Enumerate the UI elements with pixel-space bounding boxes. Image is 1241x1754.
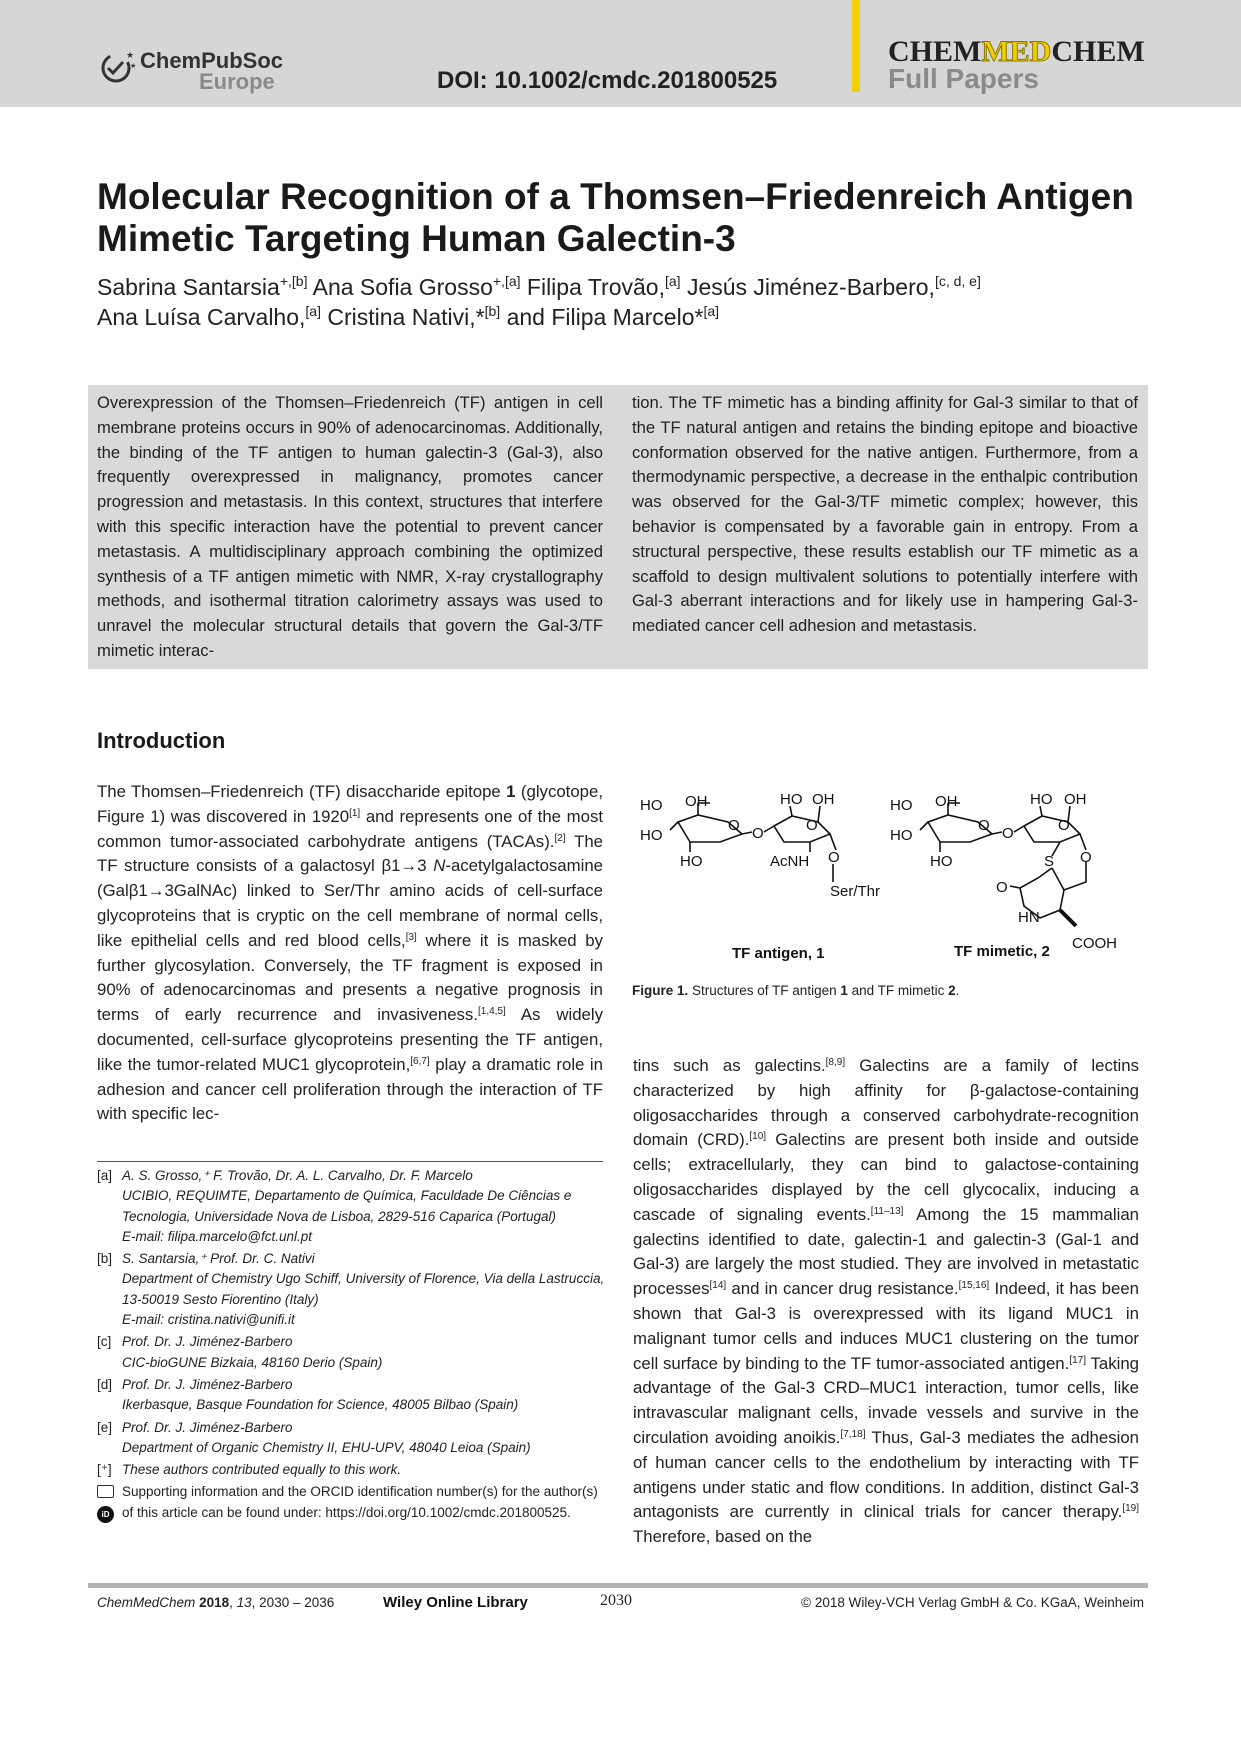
footnote-divider <box>97 1161 603 1162</box>
copyright: © 2018 Wiley-VCH Verlag GmbH & Co. KGaA, Weinheim <box>801 1595 1144 1610</box>
citation[interactable]: [11–13] <box>870 1205 904 1217</box>
footnote-equal-contribution: [⁺] These authors contributed equally to this work. <box>97 1462 402 1478</box>
intro-paragraph-left: The Thomsen–Friedenreich (TF) disaccharide epitope 1 (glycotope, Figure 1) was discovered in 1920[1] and represents one of the most common tumor-associated carbohydrate antigens (TACAs).[2] The TF structure consists of a galactosyl β1→3 N-acetylgalactosamine (Galβ1→3GalNAc) linked to Ser/Thr amino acids of cell-surface glycoproteins that is cryptic on the cell membrane of normal cells, like epithelial cells and red blood cells,[3] where it is masked by further glycosylation. Conversely, the TF fragment is exposed in 90% of adenocarcinomas and presents a negative prognosis in terms of early recurrence and invasiveness.[1,4,5] As widely documented, cell-surface glycoproteins presenting the TF antigen, like the tumor-related MUC1 glycoprotein,[6,7] play a dramatic role in adhesion and cancer cell proliferation through the interaction of TF with specific lec- <box>97 782 604 1124</box>
citation[interactable]: [14] <box>709 1280 727 1292</box>
atom-label: HN <box>1018 909 1040 926</box>
abstract-box <box>88 385 1148 669</box>
supporting-info-text[interactable]: Supporting information and the ORCID identification number(s) for the author(s) of this article can be found under: https://doi.org/10.1002/cmdc.201800525. <box>122 1484 598 1520</box>
atom-label: O <box>978 817 990 834</box>
atom-label: OH <box>812 791 835 808</box>
footnote-b: [b] S. Santarsia,⁺ Prof. Dr. C. Nativi Department of Chemistry Ugo Schiff, University of Florence, Via della Lastruccia, 13-50019 Sesto Fiorentino (Italy) E-mail: cristina.nativi@unifi.it <box>97 1249 607 1330</box>
atom-label: S <box>1044 853 1055 870</box>
atom-label: O <box>828 849 840 866</box>
citation[interactable]: [1] <box>349 807 361 819</box>
atom-label: AcNH <box>770 853 810 870</box>
citation[interactable]: [1,4,5] <box>478 1006 506 1018</box>
atom-label: COOH <box>1072 935 1117 952</box>
abstract-column-right: tion. The TF mimetic has a binding affinity for Gal-3 similar to that of the TF natural antigen and retains the binding epitope and bioactive conformation observed for the native antigen. Furthermore, from a thermodynamic perspective, a decrease in the enthalpic contribution was observed for the Gal-3/TF mimetic complex; however, this behavior is compensated by a favorable gain in entropy. From a structural perspective, these results establish our TF mimetic as a scaffold to design multivalent solutions to potentially interfere with Gal-3 aberrant interactions and for likely use in hampering Gal-3-mediated cancer cell adhesion and metastasis. <box>632 393 1138 636</box>
structure-label-2: TF mimetic, 2 <box>954 943 1050 960</box>
journal-name-part-c: CHEM <box>1051 35 1145 68</box>
citation[interactable]: [6,7] <box>410 1055 430 1067</box>
atom-label: HO <box>890 797 913 814</box>
figure-1-structures <box>640 770 1140 970</box>
author: Filipa Trovão,[a] <box>526 273 681 300</box>
atom-label: O <box>728 817 740 834</box>
citation[interactable]: [2] <box>554 832 566 844</box>
atom-label: Ser/Thr <box>830 883 881 900</box>
svg-text:★: ★ <box>126 50 135 60</box>
journal-name-part-a: CHEM <box>888 35 982 68</box>
author: Cristina Nativi,*[b] <box>327 303 501 330</box>
abstract-column-left: Overexpression of the Thomsen–Friedenreich (TF) antigen in cell membrane proteins occurs in 90% of adenocarcinomas. Additionally, the binding of the TF antigen to human galectin-3 (Gal-3), also frequently overexpressed in malignancy, promotes cancer progression and metastasis. In this context, structures that interfere with this specific interaction have the potential to prevent cancer metastasis. A multidisciplinary approach combining the optimized synthesis of a TF antigen mimetic with NMR, X-ray crystallography methods, and isothermal titration calorimetry assays was used to unravel the molecular structural details that govern the Gal-3/TF mimetic interac- <box>97 393 603 660</box>
accent-bar <box>852 0 860 92</box>
atom-label: HO <box>640 797 663 814</box>
email-link[interactable]: E-mail: filipa.marcelo@fct.unl.pt <box>122 1228 313 1244</box>
intro-paragraph-right: tins such as galectins.[8,9] Galectins are a family of lectins characterized by high affinity for β-galactose-containing oligosaccharides through a conserved carbohydrate-recognition domain (CRD).[10] Galectins are present both inside and outside cells; extracellularly, they can bind to galactose-containing oligosaccharides displayed by the cell glycocalix, inducing a cascade of signaling events.[11–13] Among the 15 mammalian galectins identified to date, galectin-1 and galectin-3 (Gal-1 and Gal-3) are largely the most studied. They are involved in metastatic processes[14] and in cancer drug resistance.[15,16] Indeed, it has been shown that Gal-3 is overexpressed with its ligand MUC1 in malignant tumor cells and induces MUC1 clustering on the tumor cell surface by binding to the TF tumor-associated antigen.[17] Taking advantage of the Gal-3 CRD–MUC1 interaction, tumor cells, like intravascular malignant cells, invade vessels and survive in the circulation avoiding anoikis.[7,18] Thus, Gal-3 mediates the adhesion of human cancer cells to the endothelium by interacting with TF antigens under static and flow conditions. In addition, distinct Gal-3 antagonists are currently in clinical trials for cancer therapy.[19] Therefore, based on the <box>633 1056 1140 1547</box>
svg-text:★: ★ <box>130 63 137 70</box>
atom-label: O <box>1080 849 1092 866</box>
logo-title: ChemPubSoc <box>140 48 284 73</box>
journal-header <box>0 0 1241 107</box>
atom-label: HO <box>640 827 663 844</box>
author: and Filipa Marcelo*[a] <box>506 303 720 330</box>
atom-label: OH <box>935 793 958 810</box>
atom-label: OH <box>1064 791 1087 808</box>
supporting-info-note <box>97 1482 607 1523</box>
journal-name-part-b: MED <box>981 35 1052 68</box>
page-number: 2030 <box>600 1592 632 1609</box>
atom-label: O <box>996 879 1008 896</box>
supporting-info-icon <box>97 1485 114 1498</box>
section-label: Full Papers <box>888 63 1039 94</box>
citation[interactable]: [15,16] <box>958 1280 990 1292</box>
footnote-e: [e] Prof. Dr. J. Jiménez-Barbero Department of Organic Chemistry II, EHU-UPV, 48040 Leioa (Spain) <box>97 1419 531 1455</box>
atom-label: OH <box>685 793 708 810</box>
author: Jesús Jiménez-Barbero,[c, d, e] <box>686 273 981 300</box>
orcid-icon: iD <box>97 1506 114 1523</box>
citation[interactable]: [19] <box>1122 1503 1139 1515</box>
atom-label: O <box>752 825 764 842</box>
article-title <box>97 176 1157 260</box>
footnote-c: [c] Prof. Dr. J. Jiménez-Barbero CIC-bioGUNE Bizkaia, 48160 Derio (Spain) <box>97 1334 383 1370</box>
atom-label: HO <box>680 853 703 870</box>
footnote-d: [d] Prof. Dr. J. Jiménez-Barbero Ikerbasque, Basque Foundation for Science, 48005 Bilbao (Spain) <box>97 1376 519 1413</box>
footer-divider <box>88 1583 1148 1588</box>
wiley-online-library-link[interactable]: Wiley Online Library <box>383 1594 528 1611</box>
atom-label: HO <box>780 791 803 808</box>
citation[interactable]: [10] <box>749 1131 767 1143</box>
author-list <box>97 272 1157 332</box>
email-link[interactable]: E-mail: cristina.nativi@unifi.it <box>122 1312 295 1328</box>
logo-subtitle: Europe <box>199 69 275 94</box>
figure-caption: Figure 1. Structures of TF antigen 1 and TF mimetic 2. <box>632 983 960 998</box>
title-line-2: Mimetic Targeting Human Galectin-3 <box>97 218 736 259</box>
title-line-1: Molecular Recognition of a Thomsen–Friedenreich Antigen <box>97 176 1134 217</box>
atom-label: O <box>1058 817 1070 834</box>
citation[interactable]: [3] <box>405 931 417 943</box>
author: Sabrina Santarsia$^{+,[b]}$ <box>97 273 308 300</box>
chempubsoc-logo-icon <box>96 46 140 90</box>
affiliation-footnotes <box>97 1166 607 1523</box>
citation[interactable]: [7,18] <box>840 1428 866 1440</box>
author: Ana Sofia Grosso$^{+,[a]}$ <box>312 273 521 300</box>
structure-label-1: TF antigen, 1 <box>732 945 825 962</box>
atom-label: O <box>1002 825 1014 842</box>
citation-info: ChemMedChem 2018, 13, 2030 – 2036 <box>97 1595 335 1610</box>
author: Ana Luísa Carvalho,[a] <box>97 303 321 330</box>
citation[interactable]: [17] <box>1069 1354 1086 1366</box>
citation[interactable]: [8,9] <box>825 1057 846 1068</box>
doi-label[interactable]: DOI: 10.1002/cmdc.201800525 <box>437 67 778 94</box>
section-heading-introduction: Introduction <box>97 728 226 753</box>
atom-label: O <box>806 817 818 834</box>
atom-label: HO <box>930 853 953 870</box>
atom-label: HO <box>1030 791 1053 808</box>
footnote-a: [a] A. S. Grosso,⁺ F. Trovão, Dr. A. L. Carvalho, Dr. F. Marcelo UCIBIO, REQUIMTE, Departamento de Química, Faculdade De Ciências e Tecnologia, Universidade Nova de Lisboa, 2829-516 Caparica (Portugal) E-mail: filipa.marcelo@fct.unl.pt <box>97 1166 607 1247</box>
atom-label: HO <box>890 827 913 844</box>
